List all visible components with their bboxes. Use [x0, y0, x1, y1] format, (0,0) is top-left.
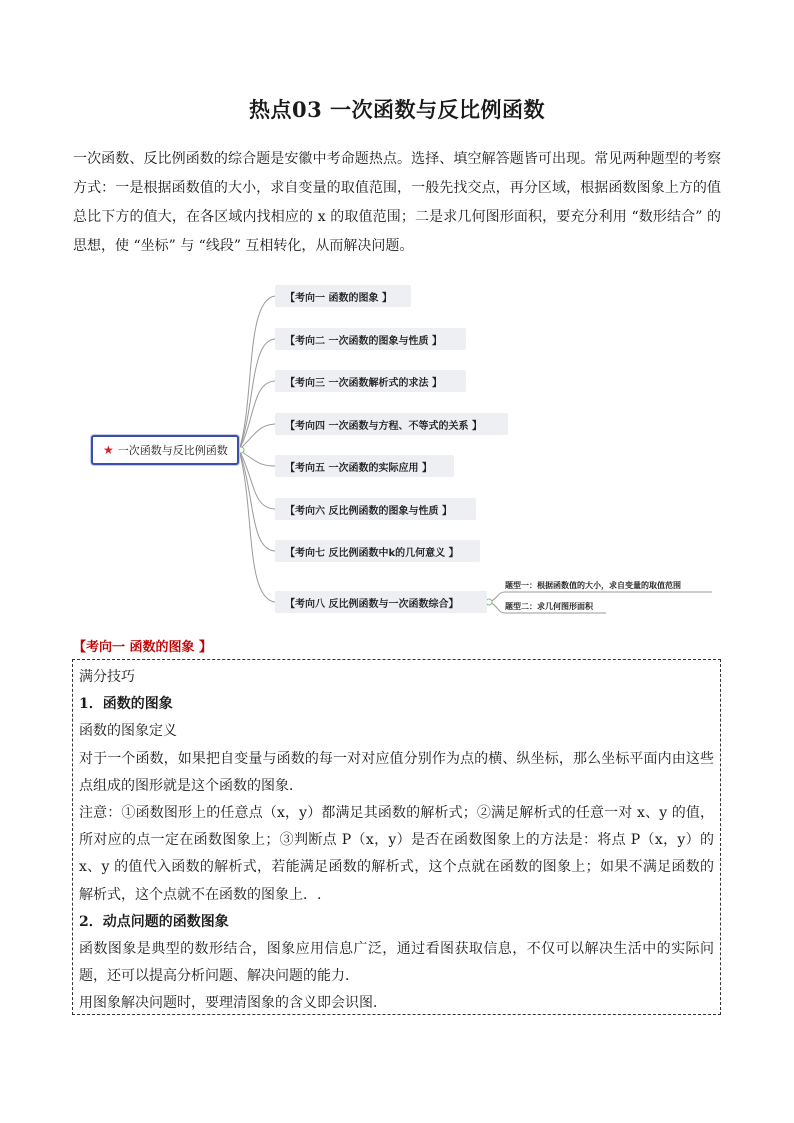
- connector-5: [239, 450, 275, 466]
- branch-3: 【考向三 一次函数解析式的求法 】: [275, 370, 466, 392]
- connector-1: [239, 296, 275, 450]
- connector-2: [239, 339, 275, 450]
- definition-text: 对于一个函数，如果把自变量与函数的每一对对应值分别作为点的横、纵坐标，那么坐标平面内由这些点组成的图形就是这个函数的图象．: [79, 750, 714, 794]
- subheading-1: 1．函数的图象: [79, 696, 173, 713]
- branch-6: 【考向六 反比例函数的图象与性质 】: [275, 498, 476, 520]
- branch-1: 【考向一 函数的图象 】: [275, 285, 411, 307]
- branch-5: 【考向五 一次函数的实际应用 】: [275, 455, 454, 477]
- sub-branch-2: 题型二：求几何图形面积: [505, 602, 593, 611]
- paragraph-2: 函数图象是典型的数形结合，图象应用信息广泛，通过看图获取信息，不仅可以解决生活中的实际问题，还可以提高分析问题、解决问题的能力．: [79, 941, 714, 985]
- section-heading: 【考向一 函数的图象 】: [73, 640, 213, 655]
- sub-branch-1: 题型一：根据函数值的大小，求自变量的取值范围: [505, 581, 681, 590]
- mind-map: [0, 280, 794, 625]
- branch-2: 【考向二 一次函数的图象与性质 】: [275, 328, 466, 350]
- branch-4: 【考向四 一次函数与方程、不等式的关系 】: [275, 413, 508, 435]
- branch-7: 【考向七 反比例函数中k的几何意义 】: [275, 540, 480, 562]
- mind-map-root: [91, 435, 239, 465]
- connector-7: [239, 450, 275, 551]
- paragraph-3: 用图象解决问题时，要理清图象的含义即会识图．: [79, 995, 387, 1012]
- page-title: 热点03 一次函数与反比例函数: [248, 97, 546, 122]
- star-icon: ★: [103, 443, 114, 457]
- definition-title: 函数的图象定义: [79, 723, 177, 740]
- connector-3: [239, 381, 275, 450]
- branch-8: 【考向八 反比例函数与一次函数综合】: [275, 591, 487, 613]
- subheading-2: 2．动点问题的函数图象: [79, 913, 229, 930]
- connector-8: [239, 450, 275, 602]
- skill-label: 满分技巧: [79, 669, 135, 685]
- note-text: 注意：①函数图形上的任意点（x，y）都满足其函数的解析式；②满足解析式的任意一对 x、y 的值，所对应的点一定在函数图象上；③判断点 P（x，y）是否在函数图象上的方法是：将点 P（x，y）的 x、y 的值代入函数的解析式，若能满足函数的解析式，这个点就在函数的图象上；如果不满足函数的解析式，这个点就不在函数的图象上．.: [79, 805, 714, 903]
- intro-paragraph: [73, 145, 721, 261]
- skills-box: [72, 659, 721, 1015]
- intro-text: 一次函数、反比例函数的综合题是安徽中考命题热点。选择、填空解答题皆可出现。常见两种题型的考察方式：一是根据函数值的大小，求自变量的取值范围，一般先找交点，再分区域，根据函数图象上方的值总比下方的值大，在各区域内找相应的 x 的取值范围；二是求几何图形面积，要充分利用 “数形结合” 的思想，使 “坐标” 与 “线段” 互相转化，从而解决问题。: [73, 151, 721, 254]
- root-label: 一次函数与反比例函数: [117, 444, 228, 457]
